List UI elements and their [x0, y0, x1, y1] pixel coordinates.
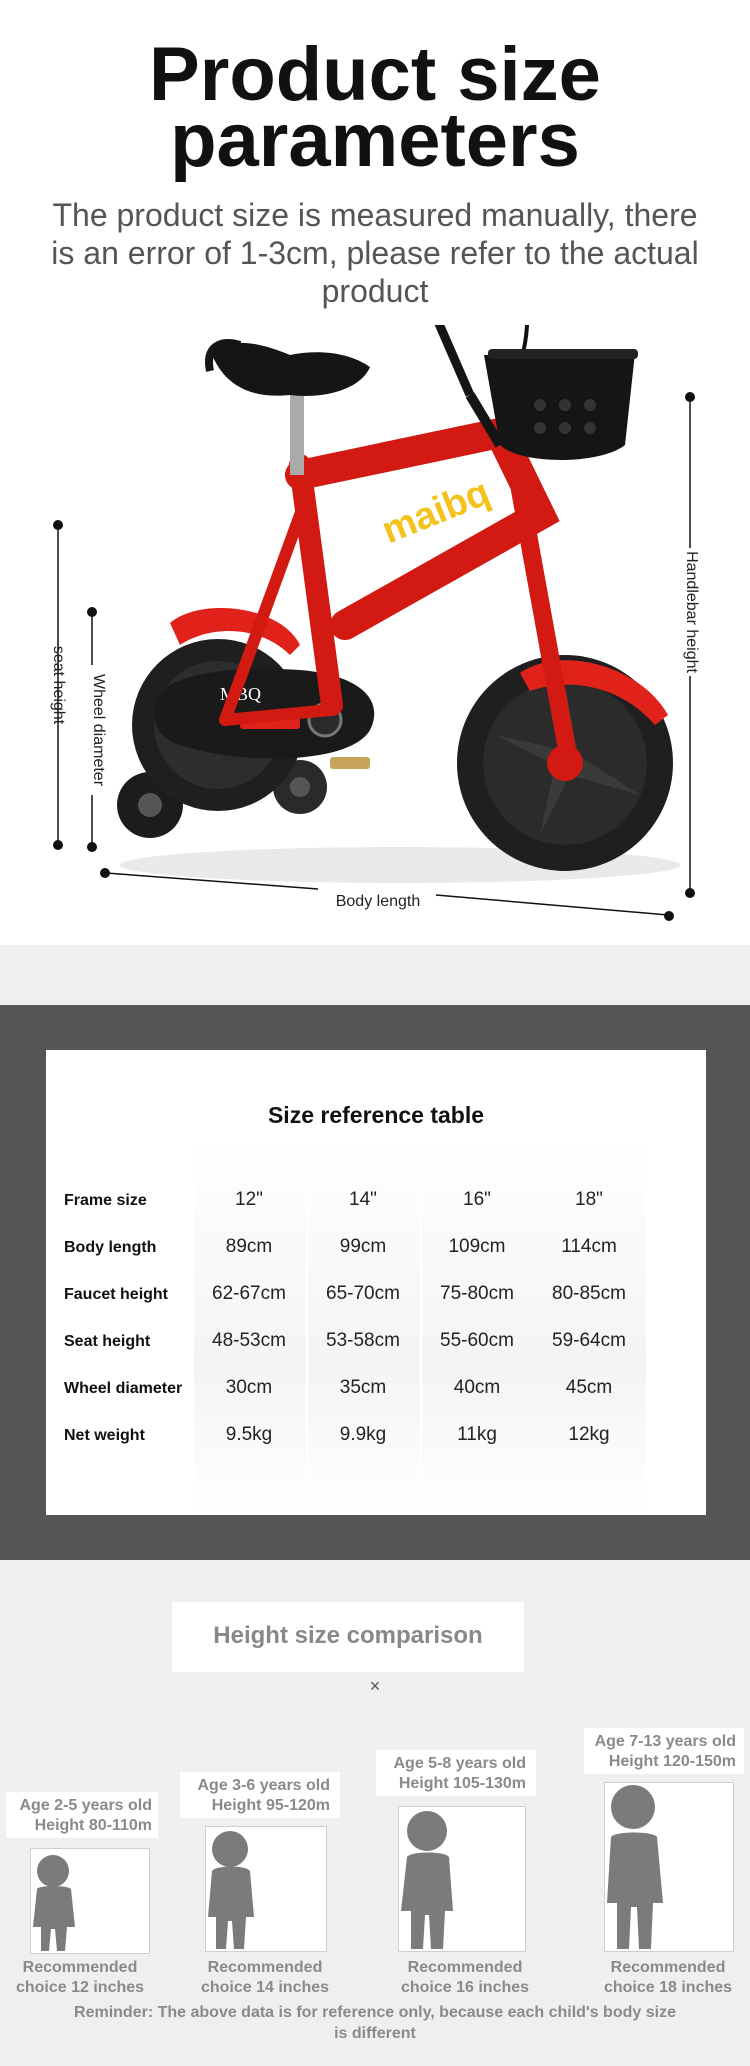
bike-illustration: [0, 325, 750, 950]
child-silhouette-icon: [206, 1827, 326, 1951]
reminder-note: Reminder: The above data is for reference only, because each child's body size is different: [74, 2004, 676, 2042]
handlebar-dot-top: [685, 392, 695, 402]
recommendation-14: [185, 1958, 345, 1998]
seat-post: [290, 395, 304, 475]
height-comparison-header: [172, 1602, 524, 1672]
recommended-label: Recommended: [407, 1959, 523, 1976]
recommended-label: Recommended: [207, 1959, 323, 1976]
child-silhouette-icon: [605, 1783, 733, 1951]
table-cell: 18": [575, 1189, 603, 1210]
table-cell: 62-67cm: [212, 1283, 286, 1304]
recommendation-16: [385, 1958, 545, 1998]
child-silhouette-icon: [399, 1807, 525, 1951]
table-cell: 14": [349, 1189, 377, 1210]
age-range: Age 5-8 years old: [393, 1755, 526, 1772]
seat-height-dot-bottom: [53, 840, 63, 850]
handlebar-height-label: Handlebar height: [682, 548, 700, 676]
recommendation-12: [0, 1958, 160, 1998]
height-range: Height 105-130m: [398, 1775, 526, 1792]
table-cell: 48-53cm: [212, 1330, 286, 1351]
row-label-wheel-diameter: Wheel diameter: [64, 1380, 183, 1397]
wheel-diameter-dot-top: [87, 607, 97, 617]
recommended-label: Recommended: [610, 1959, 726, 1976]
frame-text: maibq: [376, 471, 496, 553]
section-divider: [0, 945, 750, 1005]
body-length-dot-right: [664, 911, 674, 921]
row-label-frame-size: Frame size: [64, 1192, 147, 1209]
page-title: [0, 32, 750, 183]
chain-guard-brand: MBQ: [220, 684, 262, 704]
table-cell: 114cm: [561, 1236, 617, 1257]
age-range: Age 3-6 years old: [197, 1777, 330, 1794]
table-cell: 9.5kg: [225, 1424, 273, 1445]
table-cell: 109cm: [448, 1236, 506, 1257]
wheel-diameter-label: Wheel diameter: [89, 665, 107, 795]
table-cell: 12kg: [568, 1424, 610, 1445]
recommended-label: Recommended: [22, 1959, 138, 1976]
body-length-dot-left: [100, 868, 110, 878]
table-cell: 65-70cm: [326, 1283, 400, 1304]
bike-illustration-area: [0, 325, 750, 950]
height-frame-14: [205, 1826, 327, 1952]
age-card-12: [6, 1792, 158, 1838]
height-frame-18: [604, 1782, 734, 1952]
table-cell: 99cm: [339, 1236, 387, 1257]
height-frame-12: [30, 1848, 150, 1954]
row-label-seat-height: Seat height: [64, 1333, 151, 1350]
wheel-diameter-dot-bottom: [87, 842, 97, 852]
recommended-size: choice 18 inches: [603, 1979, 733, 1996]
handlebar-dot-bottom: [685, 888, 695, 898]
recommended-size: choice 12 inches: [15, 1979, 145, 1996]
basket: [484, 349, 638, 460]
table-title: Size reference table: [267, 1102, 485, 1128]
body-length-label: Body length: [335, 893, 421, 910]
table-cell: 80-85cm: [552, 1283, 626, 1304]
table-cell: 35cm: [339, 1377, 387, 1398]
recommended-size: choice 14 inches: [200, 1979, 330, 1996]
age-card-14: [180, 1772, 340, 1818]
table-cell: 59-64cm: [552, 1330, 626, 1351]
title-line-1: Product size: [149, 32, 601, 117]
recommendation-18: [588, 1958, 748, 1998]
age-range: Age 7-13 years old: [594, 1733, 736, 1750]
row-label-body-length: Body length: [64, 1239, 157, 1256]
table-cell: 53-58cm: [326, 1330, 400, 1351]
table-cell: 40cm: [453, 1377, 501, 1398]
row-label-net-weight: Net weight: [64, 1427, 145, 1444]
height-range: Height 120-150m: [608, 1753, 736, 1770]
times-symbol: ×: [369, 1676, 381, 1696]
size-reference-table: [46, 1050, 706, 1515]
title-line-2: parameters: [170, 98, 580, 183]
seat-height-label: seat height: [50, 645, 67, 725]
child-silhouette-icon: [31, 1849, 149, 1953]
measurement-note: The product size is measured manually, there is an error of 1-3cm, please refer to the actual product: [51, 197, 699, 309]
age-card-16: [376, 1750, 536, 1796]
age-card-18: [584, 1728, 744, 1774]
age-range: Age 2-5 years old: [19, 1797, 152, 1814]
table-cell: 55-60cm: [440, 1330, 514, 1351]
table-cell: 16": [463, 1189, 491, 1210]
height-range: Height 80-110m: [34, 1817, 152, 1834]
table-cell: 30cm: [225, 1377, 273, 1398]
table-cell: 11kg: [457, 1424, 497, 1445]
seat-height-dot-top: [53, 520, 63, 530]
table-cell: 89cm: [225, 1236, 273, 1257]
table-cell: 75-80cm: [440, 1283, 514, 1304]
row-label-faucet-height: Faucet height: [64, 1286, 169, 1303]
height-range: Height 95-120m: [211, 1797, 330, 1814]
table-cell: 9.9kg: [339, 1424, 387, 1445]
pedal-right: [330, 757, 370, 769]
table-cell: 45cm: [565, 1377, 613, 1398]
seat: [212, 343, 370, 396]
recommended-size: choice 16 inches: [400, 1979, 530, 1996]
table-cell: 12": [235, 1189, 263, 1210]
height-frame-16: [398, 1806, 526, 1952]
height-comparison-title: Height size comparison: [213, 1622, 483, 1649]
